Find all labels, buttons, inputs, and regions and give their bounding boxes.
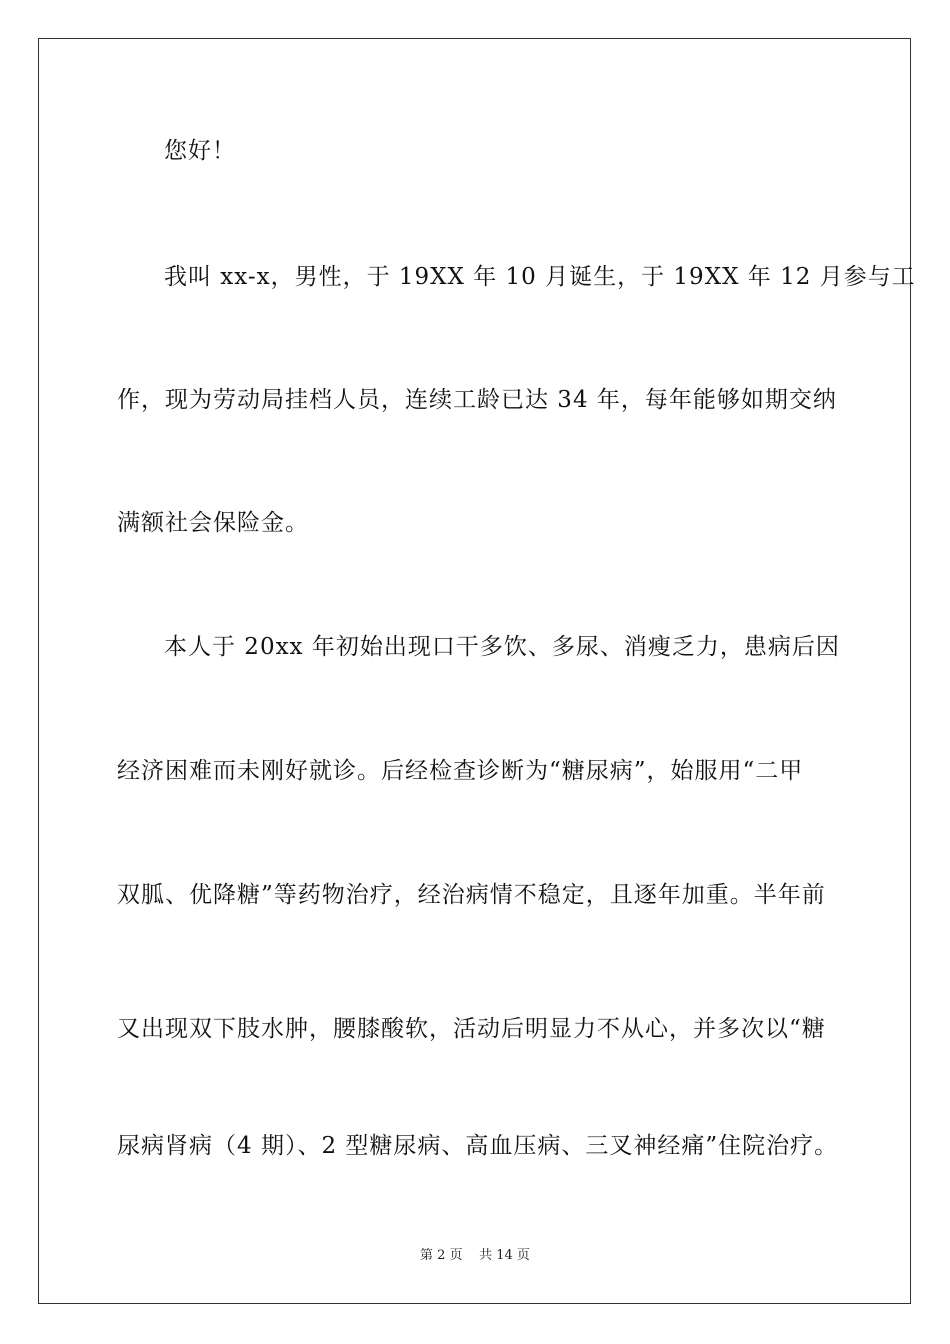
body-text-line: 又出现双下肢水肿，腰膝酸软，活动后明显力不从心，并多次以“糖	[117, 1016, 826, 1042]
body-text-line: 我叫 xx-x，男性，于 19XX 年 10 月诞生，于 19XX 年 12 月参与工	[164, 264, 916, 290]
body-text-line: 本人于 20xx 年初始出现口干多饮、多尿、消瘦乏力，患病后因	[164, 634, 840, 660]
page-total: 共 14 页	[479, 1248, 530, 1263]
page-number: 第 2 页	[420, 1248, 463, 1263]
page-footer	[0, 1247, 950, 1265]
body-text-line: 满额社会保险金。	[117, 510, 309, 536]
body-text-line: 尿病肾病（4 期）、2 型糖尿病、高血压病、三叉神经痛”住院治疗。	[117, 1133, 839, 1159]
page-border	[38, 38, 916, 1304]
greeting-line: 您好！	[164, 138, 236, 164]
body-text-line: 双胍、优降糖”等药物治疗，经治病情不稳定，且逐年加重。半年前	[117, 882, 826, 908]
body-text-line: 经济困难而未刚好就诊。后经检查诊断为“糖尿病”，始服用“二甲	[117, 758, 804, 784]
body-text-line: 作，现为劳动局挂档人员，连续工龄已达 34 年，每年能够如期交纳	[117, 387, 837, 413]
